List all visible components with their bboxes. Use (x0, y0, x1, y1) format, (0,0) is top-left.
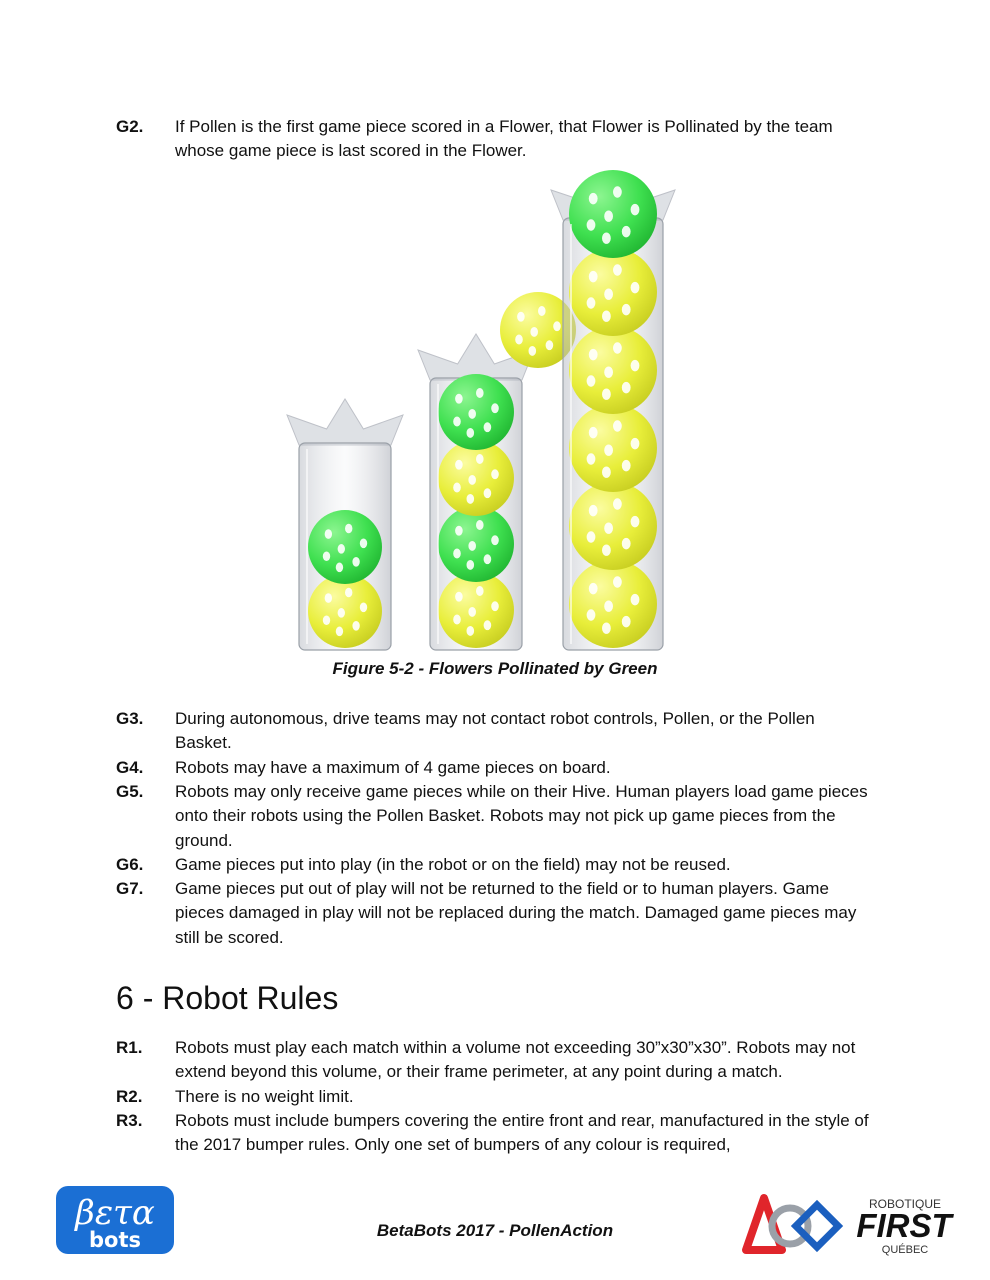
ball-yellow (569, 482, 657, 570)
ball-yellow (308, 574, 382, 648)
rule-text: Robots must play each match within a volume not exceeding 30”x30”x30”. Robots may not extend beyond this volume, or their frame perimeter, at any point during a match. (175, 1038, 856, 1082)
rule-number: G4. (116, 758, 144, 777)
ball-green (438, 506, 514, 582)
first-logo-top: ROBOTIQUE (868, 1197, 942, 1211)
rule-g5 (116, 780, 876, 853)
rule-r1 (116, 1036, 876, 1085)
flowers-figure (255, 170, 735, 660)
footer-text: BetaBots 2017 - PollenAction (376, 1221, 614, 1240)
rule-number: R2. (116, 1087, 143, 1106)
ball-green (438, 374, 514, 450)
rule-g3 (116, 707, 876, 756)
rule-text: Game pieces put into play (in the robot or on the field) may not be reused. (175, 855, 731, 874)
betabots-logo (56, 1186, 174, 1254)
rule-g7 (116, 877, 876, 950)
rule-text: During autonomous, drive teams may not contact robot controls, Pollen, or the Pollen Basket. (175, 709, 815, 753)
ball-yellow (569, 326, 657, 414)
beta-logo-line1: βετα (75, 1193, 155, 1233)
rule-text: Robots may have a maximum of 4 game pieces on board. (175, 758, 611, 777)
ball-green (569, 170, 657, 258)
ball-yellow (438, 572, 514, 648)
ball-green (308, 510, 382, 584)
rule-g6 (116, 853, 876, 877)
rule-number: G2. (116, 117, 144, 136)
rule-text: Game pieces put out of play will not be returned to the field or to human players. Game pieces damaged in play will not be replaced during the match. Damaged game pieces may still be scored. (175, 879, 857, 947)
rule-number: G5. (116, 782, 144, 801)
first-logo-bottom: QUÉBEC (881, 1244, 929, 1256)
flower-2 (418, 292, 576, 650)
ball-yellow (569, 560, 657, 648)
robotique-first-quebec-logo (742, 1192, 962, 1258)
rule-r2 (116, 1085, 876, 1109)
rule-text: Robots must include bumpers covering the entire front and rear, manufactured in the style of the 2017 bumper rules. Only one set of bumpers of any colour is required, (175, 1111, 869, 1155)
rule-g2 (116, 115, 876, 164)
first-logo-main: FIRST (856, 1207, 952, 1244)
rule-number: R1. (116, 1038, 143, 1057)
beta-logo-line2: bots (89, 1228, 141, 1252)
flower-1 (287, 399, 403, 650)
rule-number: G3. (116, 709, 144, 728)
rule-text: If Pollen is the first game piece scored in a Flower, that Flower is Pollinated by the team whose game piece is last scored in the Flower. (175, 117, 833, 161)
rule-text: Robots may only receive game pieces while on their Hive. Human players load game pieces onto their robots using the Pollen Basket. Robots may not pick up game pieces from the ground. (175, 782, 868, 850)
rule-r3 (116, 1109, 876, 1158)
ball-yellow (569, 404, 657, 492)
rule-number: G6. (116, 855, 144, 874)
ball-yellow (569, 248, 657, 336)
rule-text: There is no weight limit. (175, 1087, 354, 1106)
flower-3 (551, 170, 675, 650)
figure-caption: Figure 5-2 - Flowers Pollinated by Green (332, 659, 658, 678)
rule-number: R3. (116, 1111, 143, 1130)
rule-number: G7. (116, 879, 144, 898)
flower-petals (287, 399, 403, 445)
rule-g4 (116, 756, 876, 780)
ball-yellow (438, 440, 514, 516)
section-heading: 6 - Robot Rules (116, 980, 339, 1016)
